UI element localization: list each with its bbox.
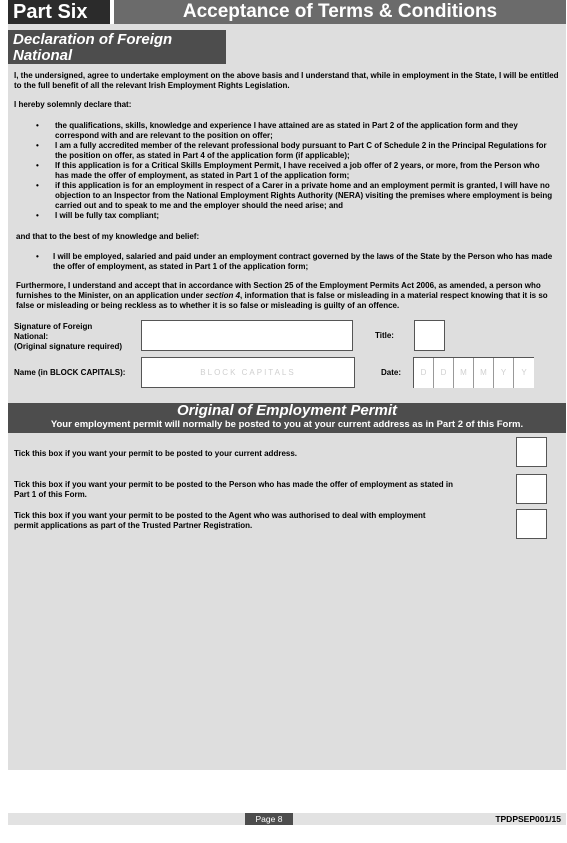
further-text-a: Furthermore, I understand and accept that in accordance with Section 25 of the Employment Permits Act 2006, as amended, a person who furnishes to the Minister, on an application under (16, 281, 541, 300)
page-title: Acceptance of Terms & Conditions (114, 0, 566, 24)
declaration-further (16, 281, 561, 311)
agent-address-checkbox[interactable] (516, 509, 547, 539)
signature-field[interactable] (141, 320, 353, 351)
declaration-heading: Declaration of Foreign National (8, 30, 226, 64)
permit-heading: Original of Employment Permit (176, 402, 398, 419)
declaration-bullet-1: the qualifications, skills, knowledge and experience I have attained are as stated in Part 2 of the application form and they correspond with and are relevant to the position on offer; (55, 121, 518, 140)
further-text-b: , information that is false or misleading in a material respect knowing that it is so false or misleading or being reckless as to whether it is so false or misleading is guilty of an offence. (16, 291, 548, 310)
employer-address-checkbox[interactable] (516, 474, 547, 504)
date-field[interactable] (413, 357, 534, 388)
name-field[interactable] (141, 357, 355, 388)
declaration-bullet-6: I will be employed, salaried and paid under an employment contract governed by the laws of the State by the Person who has made the offer of employment, as stated in Part 1 of the application form; (53, 252, 553, 271)
bullet-dot: • (36, 181, 39, 190)
date-day-cell[interactable]: D (414, 358, 434, 388)
bullet-dot: • (36, 121, 39, 130)
date-label: Date: (381, 368, 402, 377)
declaration-solemn: I hereby solemnly declare that: (14, 100, 132, 109)
declaration-bullet-5: I will be fully tax compliant; (55, 211, 160, 220)
title-field[interactable] (414, 320, 445, 351)
signature-label (14, 322, 122, 352)
further-text-em: section 4 (205, 291, 241, 300)
declaration-intro: I, the undersigned, agree to undertake employment on the above basis and I understand that, while in employment in the State, I will be entitled to the full benefit of all the relevant Irish Employment Rights Legislation. (14, 71, 559, 90)
bullet-dot: • (36, 141, 39, 150)
declaration-bullet-4: if this application is for an employment in respect of a Carer in a private home and an employment permit is granted, I will have no objection to an Inspector from the National Employment Rights Authority (NERA) visiting the premises where employment is being carried out and to speak to me and the employer should the need arise; and (55, 181, 553, 210)
page-header (8, 0, 566, 24)
form-code: TPDPSEP001/15 (495, 814, 561, 824)
permit-option-3: Tick this box if you want your permit to be posted to the Agent who was authorised to deal with employment permit applications as part of the Trusted Partner Registration. (14, 511, 426, 530)
signature-label-line-1: Signature of Foreign (14, 322, 93, 331)
page-number: Page 8 (245, 813, 293, 825)
declaration-belief: and that to the best of my knowledge and belief: (16, 232, 200, 241)
date-month-cell[interactable]: M (474, 358, 494, 388)
name-label: Name (in BLOCK CAPITALS): (14, 368, 126, 377)
date-day-cell[interactable]: D (434, 358, 454, 388)
permit-subheading: Your employment permit will normally be posted to you at your current address as in Part 2 of this Form. (50, 419, 524, 430)
date-year-cell[interactable]: Y (494, 358, 514, 388)
permit-option-1: Tick this box if you want your permit to be posted to your current address. (14, 449, 298, 458)
date-year-cell[interactable]: Y (514, 358, 534, 388)
name-placeholder: BLOCK CAPITALS (200, 368, 296, 377)
title-label: Title: (375, 331, 394, 340)
declaration-bullet-2: I am a fully accredited member of the relevant professional body pursuant to Part C of Schedule 2 in the Principal Regulations for the position on offer, as stated in Part 4 of the application form (if applicable); (55, 141, 547, 160)
part-label: Part Six (8, 0, 110, 24)
permit-heading-bar (8, 403, 566, 433)
date-month-cell[interactable]: M (454, 358, 474, 388)
bullet-dot: • (36, 161, 39, 170)
current-address-checkbox[interactable] (516, 437, 547, 467)
bullet-dot: • (36, 252, 39, 261)
signature-label-line-3: (Original signature required) (14, 342, 123, 351)
declaration-bullet-3: If this application is for a Critical Skills Employment Permit, I have received a job offer of 2 years, or more, from the Person who has made the offer of employment, as stated in Part 1 of the application form; (55, 161, 540, 180)
signature-label-line-2: National: (14, 332, 49, 341)
permit-option-2: Tick this box if you want your permit to be posted to the Person who has made the offer of employment as stated in Part 1 of this Form. (14, 480, 454, 499)
bullet-dot: • (36, 211, 39, 220)
